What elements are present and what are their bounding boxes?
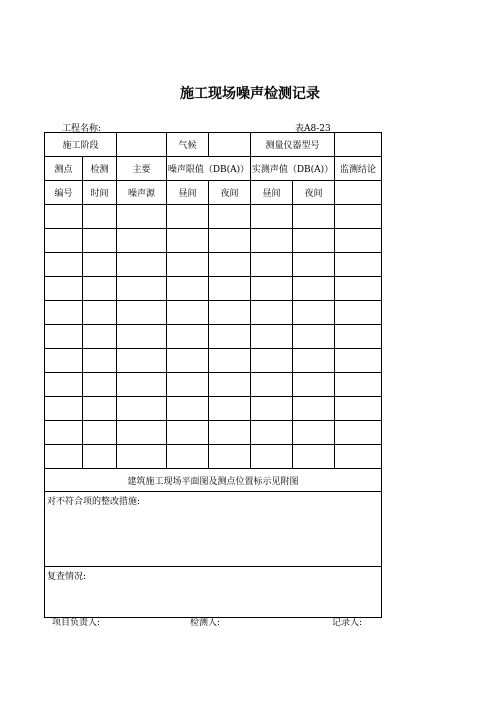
table-cell[interactable]	[83, 301, 117, 325]
table-cell[interactable]	[209, 229, 251, 253]
table-cell[interactable]	[251, 445, 293, 469]
table-cell[interactable]	[83, 253, 117, 277]
col-measured: 实测声值（DB(A)）	[251, 157, 335, 181]
table-row	[45, 325, 382, 349]
page-title: 施工现场噪声检测记录	[180, 86, 320, 102]
table-cell[interactable]	[293, 445, 335, 469]
table-cell[interactable]	[45, 205, 83, 229]
col-limit-day: 昼间	[167, 181, 209, 205]
table-cell[interactable]	[117, 397, 167, 421]
table-cell[interactable]	[251, 229, 293, 253]
table-cell[interactable]	[45, 373, 83, 397]
table-row	[45, 397, 382, 421]
table-cell[interactable]	[209, 301, 251, 325]
table-cell[interactable]	[167, 205, 209, 229]
table-cell[interactable]	[335, 421, 382, 445]
table-cell[interactable]	[293, 349, 335, 373]
table-row	[45, 301, 382, 325]
table-cell[interactable]	[83, 397, 117, 421]
table-cell[interactable]	[209, 253, 251, 277]
remedy-label: 对不符合项的整改措施:	[47, 497, 141, 507]
table-cell[interactable]	[167, 301, 209, 325]
table-cell[interactable]	[167, 277, 209, 301]
table-cell[interactable]	[209, 277, 251, 301]
site-plan-note: 建筑施工现场平面图及测点位置标示见附图	[45, 469, 382, 492]
table-cell[interactable]	[167, 397, 209, 421]
table-cell[interactable]	[45, 253, 83, 277]
table-cell[interactable]	[293, 325, 335, 349]
form-code: 表A8-23	[295, 124, 331, 134]
table-cell[interactable]	[335, 349, 382, 373]
table-cell[interactable]	[117, 253, 167, 277]
table-cell[interactable]	[293, 205, 335, 229]
table-cell[interactable]	[45, 229, 83, 253]
table-cell[interactable]	[83, 205, 117, 229]
stage-label: 施工阶段	[45, 133, 117, 157]
table-cell[interactable]	[293, 229, 335, 253]
table-cell[interactable]	[251, 325, 293, 349]
table-cell[interactable]	[167, 229, 209, 253]
table-cell[interactable]	[117, 277, 167, 301]
table-cell[interactable]	[251, 397, 293, 421]
table-row	[45, 349, 382, 373]
table-cell[interactable]	[251, 253, 293, 277]
table-row	[45, 253, 382, 277]
table-cell[interactable]	[45, 349, 83, 373]
weather-value[interactable]	[209, 133, 251, 157]
table-cell[interactable]	[209, 421, 251, 445]
table-cell[interactable]	[83, 445, 117, 469]
table-cell[interactable]	[83, 349, 117, 373]
table-cell[interactable]	[335, 253, 382, 277]
table-cell[interactable]	[209, 397, 251, 421]
table-cell[interactable]	[335, 205, 382, 229]
table-cell[interactable]	[117, 373, 167, 397]
weather-label: 气候	[167, 133, 209, 157]
table-cell[interactable]	[45, 277, 83, 301]
col-detect: 检测	[83, 157, 117, 181]
col-conclusion-blank	[335, 181, 382, 205]
table-cell[interactable]	[117, 205, 167, 229]
table-cell[interactable]	[167, 445, 209, 469]
col-noise-limit: 噪声限值（DB(A)）	[167, 157, 251, 181]
table-cell[interactable]	[293, 397, 335, 421]
col-conclusion: 监测结论	[335, 157, 382, 181]
table-cell[interactable]	[335, 325, 382, 349]
table-cell[interactable]	[209, 373, 251, 397]
noise-record-table	[44, 132, 382, 618]
review-field[interactable]	[45, 567, 382, 618]
table-row	[45, 373, 382, 397]
project-name-label: 工程名称:	[62, 124, 102, 134]
table-cell[interactable]	[83, 325, 117, 349]
table-cell[interactable]	[45, 301, 83, 325]
table-cell[interactable]	[209, 325, 251, 349]
col-measured-day: 昼间	[251, 181, 293, 205]
col-number: 编号	[45, 181, 83, 205]
table-cell[interactable]	[117, 445, 167, 469]
table-cell[interactable]	[45, 421, 83, 445]
table-cell[interactable]	[83, 373, 117, 397]
table-cell[interactable]	[251, 421, 293, 445]
table-cell[interactable]	[335, 373, 382, 397]
instrument-model-value[interactable]	[335, 133, 382, 157]
inspector-label: 检测人:	[190, 618, 221, 628]
table-cell[interactable]	[167, 421, 209, 445]
table-cell[interactable]	[209, 205, 251, 229]
table-cell[interactable]	[117, 325, 167, 349]
table-row	[45, 205, 382, 229]
table-cell[interactable]	[117, 301, 167, 325]
table-cell[interactable]	[293, 301, 335, 325]
table-cell[interactable]	[45, 325, 83, 349]
table-cell[interactable]	[167, 253, 209, 277]
table-cell[interactable]	[167, 349, 209, 373]
remedy-field[interactable]	[45, 492, 382, 567]
col-measured-night: 夜间	[293, 181, 335, 205]
table-row	[45, 229, 382, 253]
table-cell[interactable]	[293, 373, 335, 397]
table-cell[interactable]	[293, 277, 335, 301]
col-point: 测点	[45, 157, 83, 181]
data-rows	[45, 205, 382, 469]
recorder-label: 记录人:	[332, 618, 363, 628]
table-cell[interactable]	[45, 397, 83, 421]
stage-value[interactable]	[117, 133, 167, 157]
table-cell[interactable]	[117, 349, 167, 373]
project-lead-label: 项目负责人:	[52, 618, 101, 628]
table-cell[interactable]	[335, 301, 382, 325]
instrument-model-label: 测量仪器型号	[251, 133, 335, 157]
table-cell[interactable]	[335, 397, 382, 421]
table-row	[45, 277, 382, 301]
table-row	[45, 445, 382, 469]
table-cell[interactable]	[251, 301, 293, 325]
table-cell[interactable]	[293, 253, 335, 277]
table-cell[interactable]	[83, 421, 117, 445]
col-limit-night: 夜间	[209, 181, 251, 205]
table-cell[interactable]	[335, 229, 382, 253]
table-cell[interactable]	[45, 445, 83, 469]
table-cell[interactable]	[117, 421, 167, 445]
table-cell[interactable]	[251, 205, 293, 229]
table-cell[interactable]	[251, 373, 293, 397]
table-cell[interactable]	[167, 373, 209, 397]
table-cell[interactable]	[251, 349, 293, 373]
table-row	[45, 421, 382, 445]
table-cell[interactable]	[209, 445, 251, 469]
table-cell[interactable]	[83, 229, 117, 253]
table-cell[interactable]	[293, 421, 335, 445]
table-cell[interactable]	[83, 277, 117, 301]
table-cell[interactable]	[335, 277, 382, 301]
table-cell[interactable]	[117, 229, 167, 253]
table-cell[interactable]	[335, 445, 382, 469]
table-cell[interactable]	[167, 325, 209, 349]
col-main: 主要	[117, 157, 167, 181]
table-cell[interactable]	[251, 277, 293, 301]
col-time: 时间	[83, 181, 117, 205]
table-cell[interactable]	[209, 349, 251, 373]
col-noise-source: 噪声源	[117, 181, 167, 205]
review-label: 复查情况:	[47, 572, 87, 582]
